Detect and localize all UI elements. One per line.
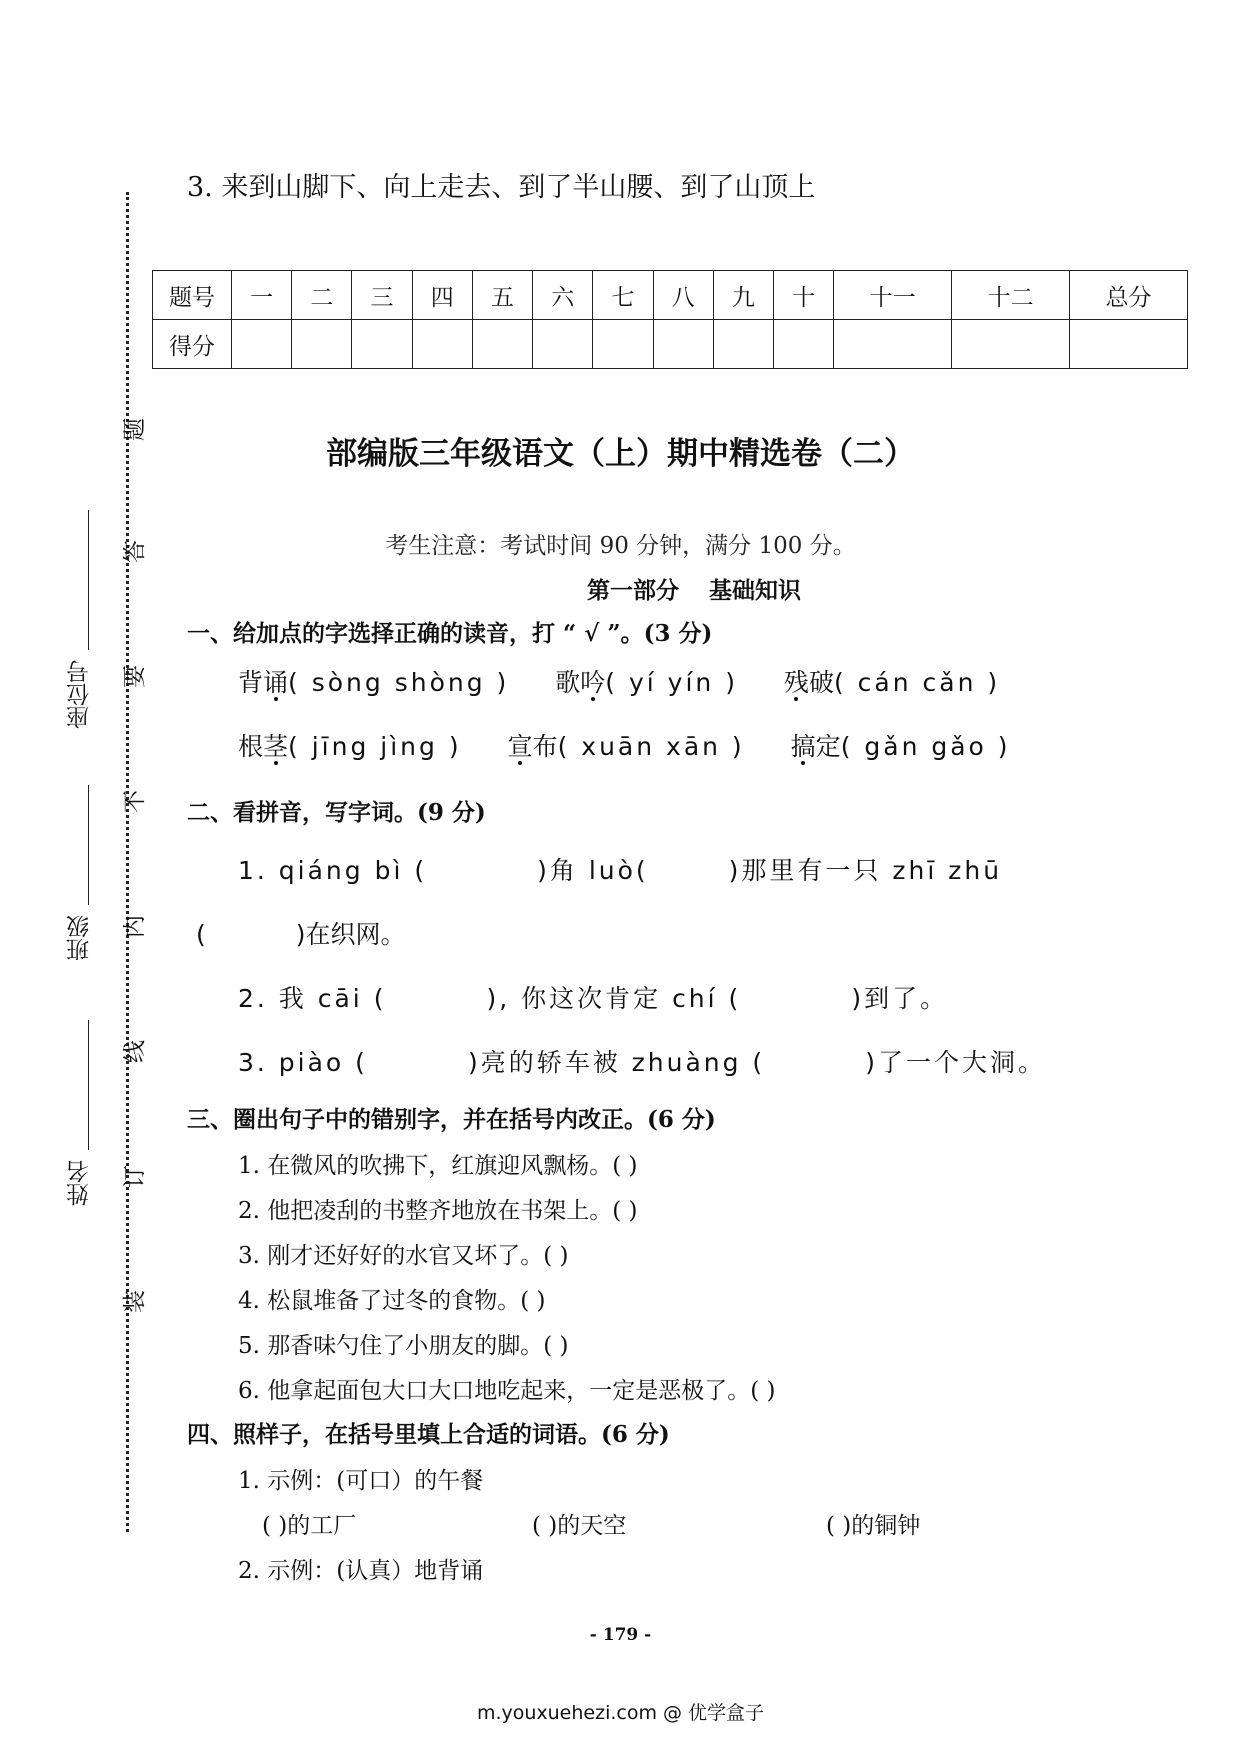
score-cell: 总分 <box>1070 271 1188 320</box>
exam-notice: 考生注意：考试时间 90 分钟，满分 100 分。 <box>385 533 856 559</box>
score-input-cell[interactable] <box>292 320 352 369</box>
section3-item-2: 2. 他把凌刮的书整齐地放在书架上。( ) <box>238 1198 638 1224</box>
score-cell: 十一 <box>834 271 952 320</box>
score-cell: 八 <box>653 271 713 320</box>
score-input-cell[interactable] <box>412 320 472 369</box>
section2-q3: 3. piào ( )亮的轿车被 zhuàng ( )了一个大洞。 <box>238 1048 1046 1077</box>
score-cell: 十二 <box>952 271 1070 320</box>
pinyin-item: 根茎( jīng jìng ) <box>238 732 462 761</box>
section4-fill-2: ( )的天空 <box>532 1513 627 1539</box>
section4-fill-3: ( )的铜钟 <box>826 1513 921 1539</box>
binding-char-xian: 线 <box>122 1040 148 1063</box>
section1-row2 <box>238 727 1049 763</box>
score-cell: 二 <box>292 271 352 320</box>
part-topic: 基础知识 <box>709 577 801 604</box>
footer-watermark: m.youxuehezi.com @ 优学盒子 <box>476 1702 765 1724</box>
score-input-cell[interactable] <box>773 320 833 369</box>
score-cell: 六 <box>533 271 593 320</box>
section3-item-4: 4. 松鼠堆备了过冬的食物。( ) <box>238 1288 546 1314</box>
score-table-header-row <box>153 271 1188 320</box>
previous-question-line: 3. 来到山脚下、向上走去、到了半山腰、到了山顶上 <box>187 172 816 203</box>
binding-char-ding: 订 <box>122 1165 148 1188</box>
binding-dotted-line <box>126 192 129 1532</box>
pinyin-item: 残破( cán cǎn ) <box>783 668 1001 697</box>
score-input-cell[interactable] <box>713 320 773 369</box>
section3-item-3: 3. 刚才还好好的水官又坏了。( ) <box>238 1243 569 1269</box>
score-cell: 七 <box>593 271 653 320</box>
section2-q2: 2. 我 cāi ( ), 你这次肯定 chí ( )到了。 <box>238 984 949 1013</box>
score-table <box>152 270 1188 369</box>
section4-fill-1: ( )的工厂 <box>262 1513 357 1539</box>
score-input-cell[interactable] <box>593 320 653 369</box>
score-cell: 十 <box>773 271 833 320</box>
score-cell: 五 <box>472 271 532 320</box>
pinyin-item: 背诵( sòng shòng ) <box>238 668 510 697</box>
binding-char-ti: 题 <box>122 418 148 441</box>
class-field[interactable] <box>88 785 89 905</box>
score-input-cell[interactable] <box>653 320 713 369</box>
name-field[interactable] <box>88 1020 89 1150</box>
section1-heading: 一、给加点的字选择正确的读音，打 “ √ ”。(3 分) <box>187 620 713 647</box>
score-input-cell[interactable] <box>232 320 292 369</box>
exam-title: 部编版三年级语文（上）期中精选卷（二） <box>326 436 915 472</box>
score-input-cell[interactable] <box>533 320 593 369</box>
score-input-cell[interactable] <box>352 320 412 369</box>
section4-heading: 四、照样子，在括号里填上合适的词语。(6 分) <box>187 1421 670 1448</box>
pinyin-item: 歌吟( yí yín ) <box>555 668 738 697</box>
section3-heading: 三、圈出句子中的错别字，并在括号内改正。(6 分) <box>187 1106 716 1133</box>
page-number: - 179 - <box>589 1625 652 1645</box>
section2-q1-cont: ( )在织网。 <box>196 920 406 949</box>
seat-number-label: 座位号 <box>67 660 93 729</box>
score-cell: 九 <box>713 271 773 320</box>
binding-char-yao: 要 <box>122 665 148 688</box>
section4-example-2: 2. 示例：(认真）地背诵 <box>238 1558 484 1584</box>
section3-item-1: 1. 在微风的吹拂下，红旗迎风飘杨。( ) <box>238 1153 638 1179</box>
score-cell: 一 <box>232 271 292 320</box>
binding-char-nei: 内 <box>122 915 148 938</box>
score-cell: 题号 <box>153 271 232 320</box>
section3-item-5: 5. 那香味勺住了小朋友的脚。( ) <box>238 1333 569 1359</box>
section2-q1: 1. qiáng bì ( )角 luò( )那里有一只 zhī zhū <box>238 856 1003 885</box>
score-input-cell[interactable] <box>472 320 532 369</box>
part-heading <box>587 572 801 605</box>
score-row-label: 得分 <box>153 320 232 369</box>
pinyin-item: 搞定( gǎn gǎo ) <box>790 732 1011 761</box>
binding-char-da: 答 <box>122 540 148 563</box>
section1-row1 <box>238 663 1038 699</box>
binding-char-bu: 不 <box>122 790 148 813</box>
name-label: 姓名 <box>67 1160 93 1206</box>
section2-heading: 二、看拼音，写字词。(9 分) <box>187 799 486 826</box>
score-cell: 四 <box>412 271 472 320</box>
section4-example-1: 1. 示例：(可口）的午餐 <box>238 1468 484 1494</box>
score-table-score-row <box>153 320 1188 369</box>
score-input-cell[interactable] <box>1070 320 1188 369</box>
pinyin-item: 宣布( xuān xān ) <box>507 732 745 761</box>
score-cell: 三 <box>352 271 412 320</box>
binding-char-zhuang: 装 <box>122 1290 148 1313</box>
part-name: 第一部分 <box>587 577 679 604</box>
section3-item-6: 6. 他拿起面包大口大口地吃起来，一定是恶极了。( ) <box>238 1378 776 1404</box>
score-input-cell[interactable] <box>834 320 952 369</box>
class-label: 班级 <box>67 915 93 961</box>
score-input-cell[interactable] <box>952 320 1070 369</box>
